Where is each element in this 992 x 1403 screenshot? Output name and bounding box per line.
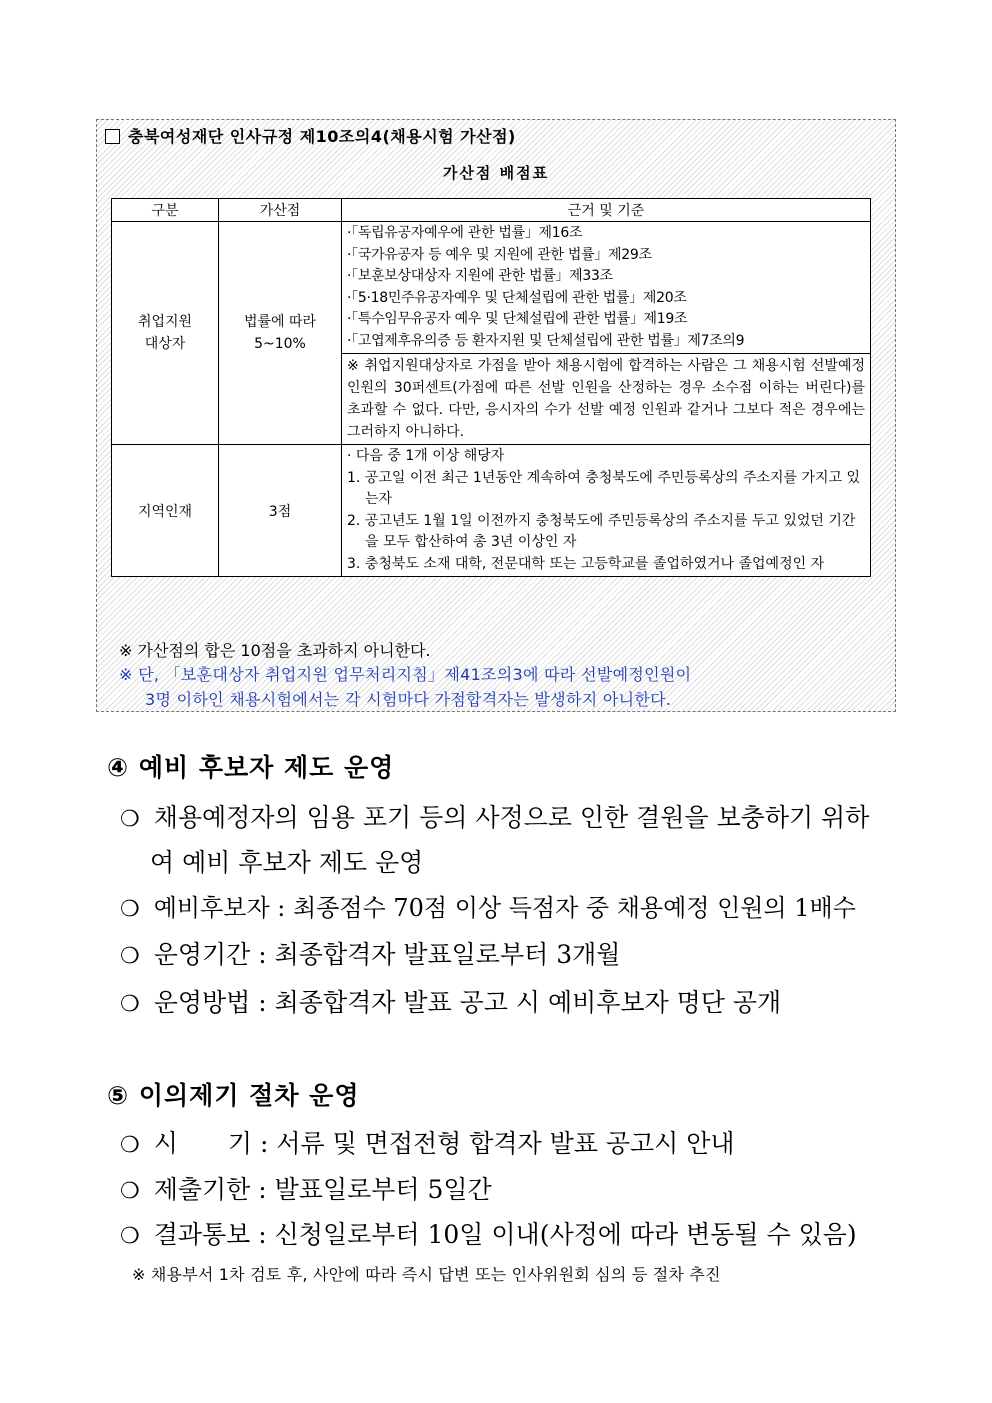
header-points: 가산점 <box>219 199 342 222</box>
section5-bullet3 <box>120 1215 857 1251</box>
footnote-veterans <box>119 662 879 712</box>
bonus-table <box>111 198 871 577</box>
criteria-item: 3. 충청북도 소재 대학, 전문대학 또는 고등학교를 졸업하였거나 졸업예정인 자 <box>347 555 825 572</box>
table-header-row <box>112 199 871 222</box>
table-row <box>112 222 871 354</box>
law-item: ·「독립유공자예우에 관한 법률」제16조 <box>347 225 583 241</box>
law-item: ·「특수임무유공자 예우 및 단체설립에 관한 법률」제19조 <box>347 311 688 327</box>
checkbox-icon <box>105 129 120 144</box>
footnote-limit: ※ 가산점의 합은 10점을 초과하지 아니한다. <box>119 641 431 660</box>
section4-heading: ④ 예비 후보자 제도 운영 <box>107 753 395 782</box>
circle-bullet-icon: ❍ <box>120 992 140 1017</box>
bullet-text: 운영방법 : 최종합격자 발표 공고 시 예비후보자 명단 공개 <box>153 988 782 1017</box>
section4-bullet1-cont: 여 예비 후보자 제도 운영 <box>150 848 424 877</box>
circle-bullet-icon: ❍ <box>120 807 140 832</box>
row2-category: 지역인재 <box>112 445 219 577</box>
section4-bullet4 <box>120 983 781 1019</box>
header-basis: 근거 및 기준 <box>342 199 871 222</box>
section4-bullet3 <box>120 935 620 971</box>
section5-bullet2 <box>120 1170 492 1206</box>
bullet-text: 결과통보 : 신청일로부터 10일 이내(사정에 따라 변동될 수 있음) <box>153 1220 857 1249</box>
header-category: 구분 <box>112 199 219 222</box>
footnote-veterans-line1: ※ 단, 「보훈대상자 취업지원 업무처리지침」제41조의3에 따라 선발예정인원이 <box>119 665 692 684</box>
law-item: ·「국가유공자 등 예우 및 지원에 관한 법률」제29조 <box>347 246 652 263</box>
bullet-text: 예비후보자 : 최종점수 70점 이상 득점자 중 채용예정 인원의 1배수 <box>153 894 856 922</box>
row2-criteria <box>342 445 871 577</box>
bonus-points-box <box>96 119 896 712</box>
criteria-item: 2. 공고년도 1월 1일 이전까지 충청북도에 주민등록상의 주소지를 두고 있었던 기간을 모두 합산하여 총 3년 이상인 자 <box>347 512 856 550</box>
criteria-lead: · 다음 중 1개 이상 해당자 <box>347 448 505 464</box>
row2-points: 3점 <box>219 445 342 577</box>
row1-note: ※ 취업지원대상자로 가점을 받아 채용시험에 합격하는 사람은 그 채용시험 선발예정인원의 30퍼센트(가점에 따른 선발 인원을 산정하는 경우 소수점 이하는 버린다)를 초과할 수 없다. 다만, 응시자의 수가 선발 예정 인원과 같거나 그보다 적은 경우에는 그러하지 아니하다. <box>342 354 871 445</box>
bullet-text: 채용예정자의 임용 포기 등의 사정으로 인한 결원을 보충하기 위하 <box>153 803 870 832</box>
section5-heading: ⑤ 이의제기 절차 운영 <box>107 1081 360 1110</box>
circle-bullet-icon: ❍ <box>120 944 140 969</box>
section4-bullet1 <box>120 798 869 834</box>
law-item: ·「5·18민주유공자예우 및 단체설립에 관한 법률」제20조 <box>347 289 687 306</box>
law-item: ·「보훈보상대상자 지원에 관한 법률」제33조 <box>347 268 613 284</box>
law-item: ·「고엽제후유의증 등 환자지원 및 단체설립에 관한 법률」제7조의9 <box>347 332 745 349</box>
section5-note: ※ 채용부서 1차 검토 후, 사안에 따라 즉시 답변 또는 인사위원회 심의 등 절차 추진 <box>132 1265 721 1284</box>
circle-bullet-icon: ❍ <box>120 1133 140 1158</box>
bullet-text: 제출기한 : 발표일로부터 5일간 <box>153 1175 492 1204</box>
row1-laws <box>342 222 871 354</box>
box-title <box>105 124 516 147</box>
circle-bullet-icon: ❍ <box>120 1224 140 1249</box>
table-row <box>112 445 871 577</box>
section4-bullet2 <box>120 888 856 923</box>
bullet-text: 운영기간 : 최종합격자 발표일로부터 3개월 <box>153 940 621 969</box>
criteria-item: 1. 공고일 이전 최근 1년동안 계속하여 충청북도에 주민등록상의 주소지를 가지고 있는자 <box>347 469 861 507</box>
row1-points: 법률에 따라 5~10% <box>219 222 342 445</box>
section5-bullet1 <box>120 1124 735 1160</box>
circle-bullet-icon: ❍ <box>120 897 140 922</box>
bullet-text: 시 기 : 서류 및 면접전형 합격자 발표 공고시 안내 <box>153 1129 735 1158</box>
table-caption: 가산점 배점표 <box>442 164 550 182</box>
row1-category: 취업지원 대상자 <box>112 222 219 445</box>
box-title-text: 충북여성재단 인사규정 제10조의4(채용시험 가산점) <box>128 127 516 146</box>
circle-bullet-icon: ❍ <box>120 1179 140 1204</box>
footnote-veterans-line2: 3명 이하인 채용시험에서는 각 시험마다 가점합격자는 발생하지 아니한다. <box>145 690 672 709</box>
